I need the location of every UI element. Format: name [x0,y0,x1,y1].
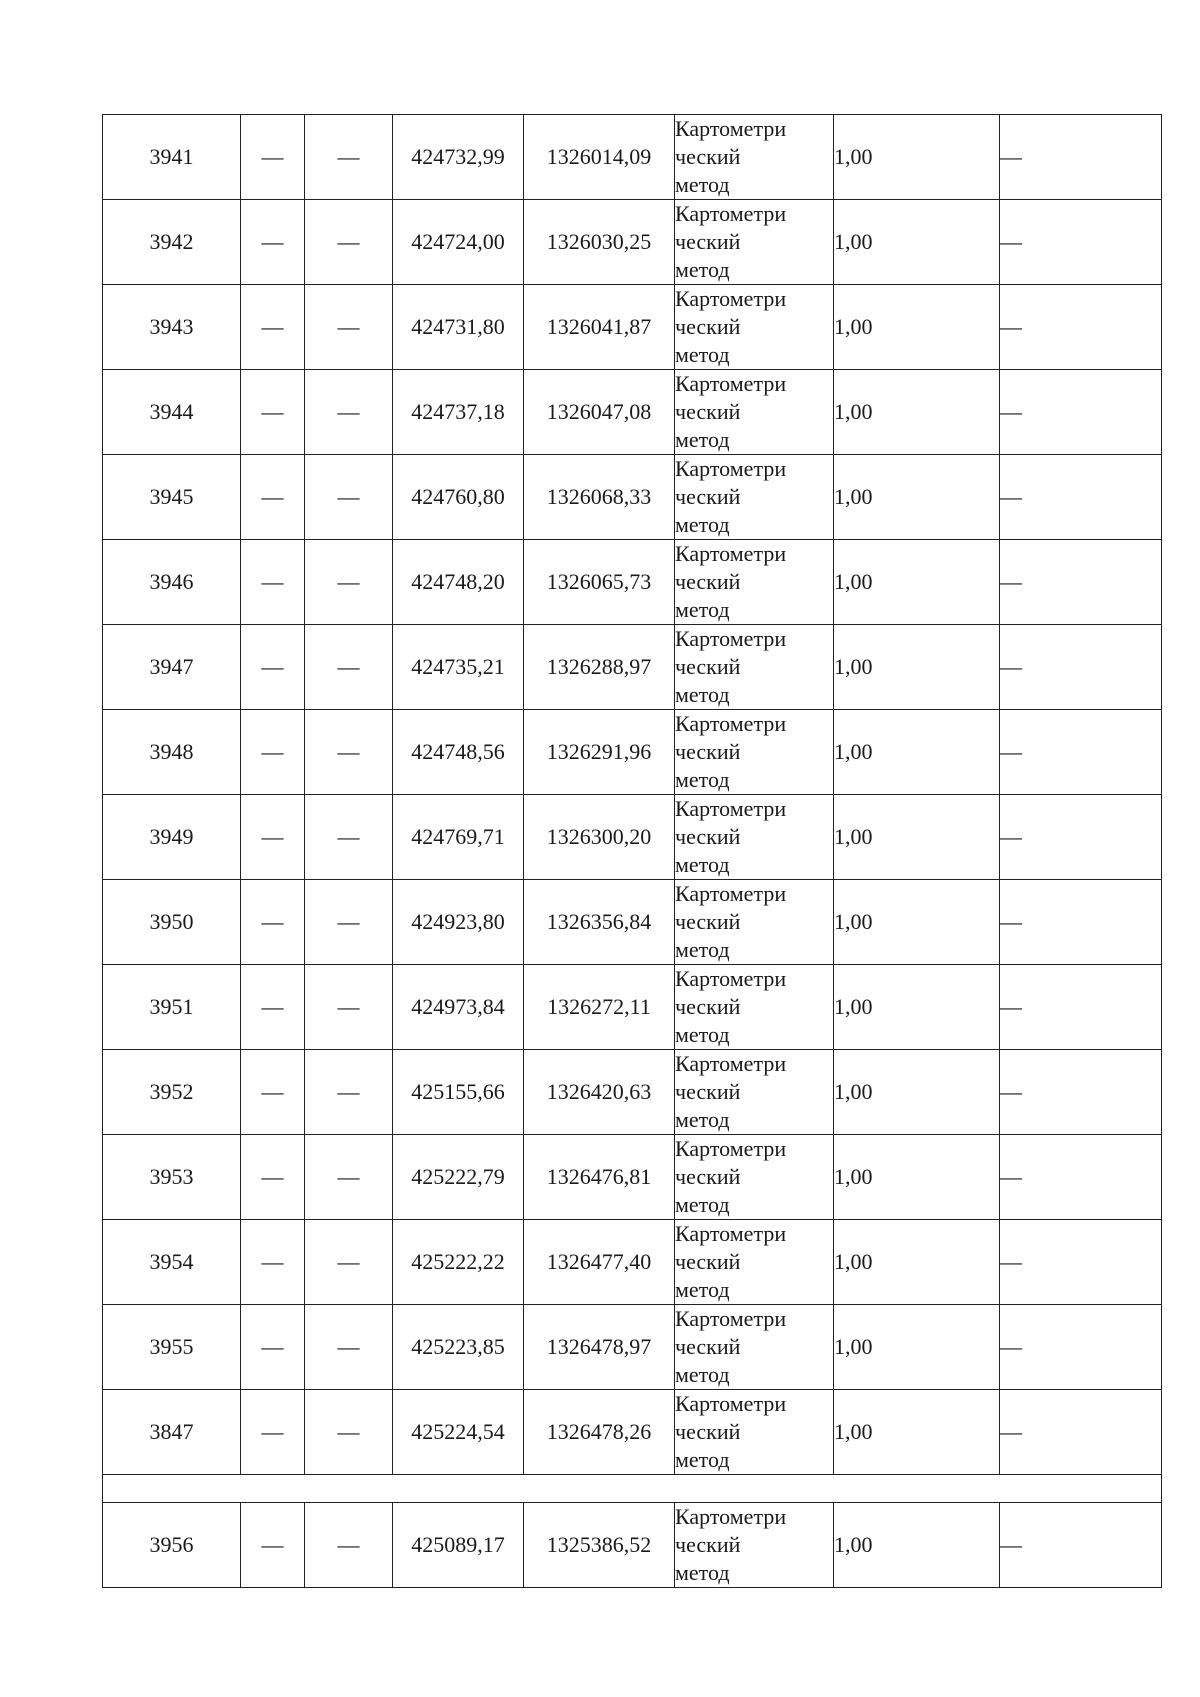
empty-value-cell: — [305,200,393,285]
point-number-cell: 3847 [103,1390,241,1475]
empty-value-cell: — [305,795,393,880]
method-cell: Картометри ческий метод [675,200,834,285]
table-row [103,1390,1162,1475]
method-cell: Картометри ческий метод [675,795,834,880]
table-row [103,1305,1162,1390]
description-cell: — [1000,1220,1162,1305]
description-cell: — [1000,1135,1162,1220]
description-cell: — [1000,1305,1162,1390]
description-cell: — [1000,370,1162,455]
table-row [103,115,1162,200]
empty-value-cell: — [241,1503,305,1588]
table-row [103,965,1162,1050]
y-coordinate-cell: 1326291,96 [524,710,675,795]
x-coordinate-cell: 424724,00 [393,200,524,285]
y-coordinate-cell: 1326065,73 [524,540,675,625]
accuracy-cell: 1,00 [834,1305,1000,1390]
y-coordinate-cell: 1326300,20 [524,795,675,880]
empty-value-cell: — [305,1305,393,1390]
empty-value-cell: — [241,370,305,455]
method-cell: Картометри ческий метод [675,1305,834,1390]
y-coordinate-cell: 1326014,09 [524,115,675,200]
y-coordinate-cell: 1326356,84 [524,880,675,965]
point-number-cell: 3944 [103,370,241,455]
y-coordinate-cell: 1326478,97 [524,1305,675,1390]
y-coordinate-cell: 1326041,87 [524,285,675,370]
table-row [103,285,1162,370]
y-coordinate-cell: 1326288,97 [524,625,675,710]
x-coordinate-cell: 425222,22 [393,1220,524,1305]
x-coordinate-cell: 424973,84 [393,965,524,1050]
empty-value-cell: — [305,455,393,540]
x-coordinate-cell: 424731,80 [393,285,524,370]
method-cell: Картометри ческий метод [675,115,834,200]
y-coordinate-cell: 1326068,33 [524,455,675,540]
empty-value-cell: — [305,1390,393,1475]
table-row [103,1220,1162,1305]
table-row [103,1135,1162,1220]
table-row [103,1503,1162,1588]
empty-value-cell: — [241,285,305,370]
description-cell: — [1000,880,1162,965]
empty-value-cell: — [305,710,393,795]
empty-value-cell: — [241,880,305,965]
description-cell: — [1000,200,1162,285]
point-number-cell: 3950 [103,880,241,965]
x-coordinate-cell: 425089,17 [393,1503,524,1588]
description-cell: — [1000,710,1162,795]
description-cell: — [1000,1050,1162,1135]
coordinates-table [102,114,1162,1588]
table-row [103,200,1162,285]
empty-value-cell: — [305,1220,393,1305]
empty-value-cell: — [241,1135,305,1220]
method-cell: Картометри ческий метод [675,370,834,455]
description-cell: — [1000,455,1162,540]
y-coordinate-cell: 1326478,26 [524,1390,675,1475]
point-number-cell: 3943 [103,285,241,370]
method-cell: Картометри ческий метод [675,965,834,1050]
table-row [103,540,1162,625]
description-cell: — [1000,1390,1162,1475]
empty-value-cell: — [305,370,393,455]
empty-value-cell: — [241,710,305,795]
table-row [103,795,1162,880]
method-cell: Картометри ческий метод [675,880,834,965]
x-coordinate-cell: 424735,21 [393,625,524,710]
x-coordinate-cell: 424748,56 [393,710,524,795]
empty-value-cell: — [305,285,393,370]
table-row [103,455,1162,540]
method-cell: Картометри ческий метод [675,1503,834,1588]
description-cell: — [1000,625,1162,710]
table-body [103,115,1162,1588]
accuracy-cell: 1,00 [834,880,1000,965]
accuracy-cell: 1,00 [834,115,1000,200]
point-number-cell: 3948 [103,710,241,795]
method-cell: Картометри ческий метод [675,1220,834,1305]
empty-value-cell: — [305,1503,393,1588]
accuracy-cell: 1,00 [834,540,1000,625]
empty-value-cell: — [241,540,305,625]
empty-value-cell: — [241,625,305,710]
method-cell: Картометри ческий метод [675,540,834,625]
y-coordinate-cell: 1326030,25 [524,200,675,285]
x-coordinate-cell: 424923,80 [393,880,524,965]
y-coordinate-cell: 1326476,81 [524,1135,675,1220]
table-row [103,880,1162,965]
separator-cell [103,1475,1162,1503]
empty-value-cell: — [305,1050,393,1135]
accuracy-cell: 1,00 [834,1503,1000,1588]
x-coordinate-cell: 424748,20 [393,540,524,625]
empty-value-cell: — [241,1305,305,1390]
accuracy-cell: 1,00 [834,1135,1000,1220]
empty-value-cell: — [305,115,393,200]
y-coordinate-cell: 1326477,40 [524,1220,675,1305]
y-coordinate-cell: 1326272,11 [524,965,675,1050]
accuracy-cell: 1,00 [834,625,1000,710]
x-coordinate-cell: 425224,54 [393,1390,524,1475]
point-number-cell: 3945 [103,455,241,540]
empty-value-cell: — [241,1390,305,1475]
method-cell: Картометри ческий метод [675,710,834,795]
x-coordinate-cell: 424760,80 [393,455,524,540]
accuracy-cell: 1,00 [834,1390,1000,1475]
method-cell: Картометри ческий метод [675,455,834,540]
method-cell: Картометри ческий метод [675,285,834,370]
empty-value-cell: — [241,115,305,200]
x-coordinate-cell: 425155,66 [393,1050,524,1135]
point-number-cell: 3956 [103,1503,241,1588]
accuracy-cell: 1,00 [834,1050,1000,1135]
point-number-cell: 3941 [103,115,241,200]
accuracy-cell: 1,00 [834,710,1000,795]
table-row [103,625,1162,710]
x-coordinate-cell: 424769,71 [393,795,524,880]
point-number-cell: 3946 [103,540,241,625]
method-cell: Картометри ческий метод [675,1050,834,1135]
table-row [103,1050,1162,1135]
accuracy-cell: 1,00 [834,1220,1000,1305]
description-cell: — [1000,540,1162,625]
empty-value-cell: — [305,1135,393,1220]
empty-value-cell: — [305,540,393,625]
y-coordinate-cell: 1325386,52 [524,1503,675,1588]
accuracy-cell: 1,00 [834,965,1000,1050]
table-separator-row [103,1475,1162,1503]
point-number-cell: 3952 [103,1050,241,1135]
point-number-cell: 3955 [103,1305,241,1390]
point-number-cell: 3949 [103,795,241,880]
empty-value-cell: — [241,1220,305,1305]
description-cell: — [1000,795,1162,880]
x-coordinate-cell: 424732,99 [393,115,524,200]
method-cell: Картометри ческий метод [675,625,834,710]
point-number-cell: 3951 [103,965,241,1050]
table-row [103,710,1162,795]
empty-value-cell: — [241,455,305,540]
y-coordinate-cell: 1326047,08 [524,370,675,455]
point-number-cell: 3942 [103,200,241,285]
description-cell: — [1000,965,1162,1050]
point-number-cell: 3954 [103,1220,241,1305]
table-row [103,370,1162,455]
point-number-cell: 3947 [103,625,241,710]
method-cell: Картометри ческий метод [675,1390,834,1475]
x-coordinate-cell: 425222,79 [393,1135,524,1220]
x-coordinate-cell: 425223,85 [393,1305,524,1390]
accuracy-cell: 1,00 [834,285,1000,370]
empty-value-cell: — [305,625,393,710]
method-cell: Картометри ческий метод [675,1135,834,1220]
description-cell: — [1000,1503,1162,1588]
empty-value-cell: — [241,1050,305,1135]
accuracy-cell: 1,00 [834,370,1000,455]
empty-value-cell: — [305,880,393,965]
empty-value-cell: — [241,965,305,1050]
accuracy-cell: 1,00 [834,200,1000,285]
description-cell: — [1000,115,1162,200]
y-coordinate-cell: 1326420,63 [524,1050,675,1135]
empty-value-cell: — [241,795,305,880]
point-number-cell: 3953 [103,1135,241,1220]
description-cell: — [1000,285,1162,370]
empty-value-cell: — [305,965,393,1050]
accuracy-cell: 1,00 [834,795,1000,880]
accuracy-cell: 1,00 [834,455,1000,540]
x-coordinate-cell: 424737,18 [393,370,524,455]
empty-value-cell: — [241,200,305,285]
